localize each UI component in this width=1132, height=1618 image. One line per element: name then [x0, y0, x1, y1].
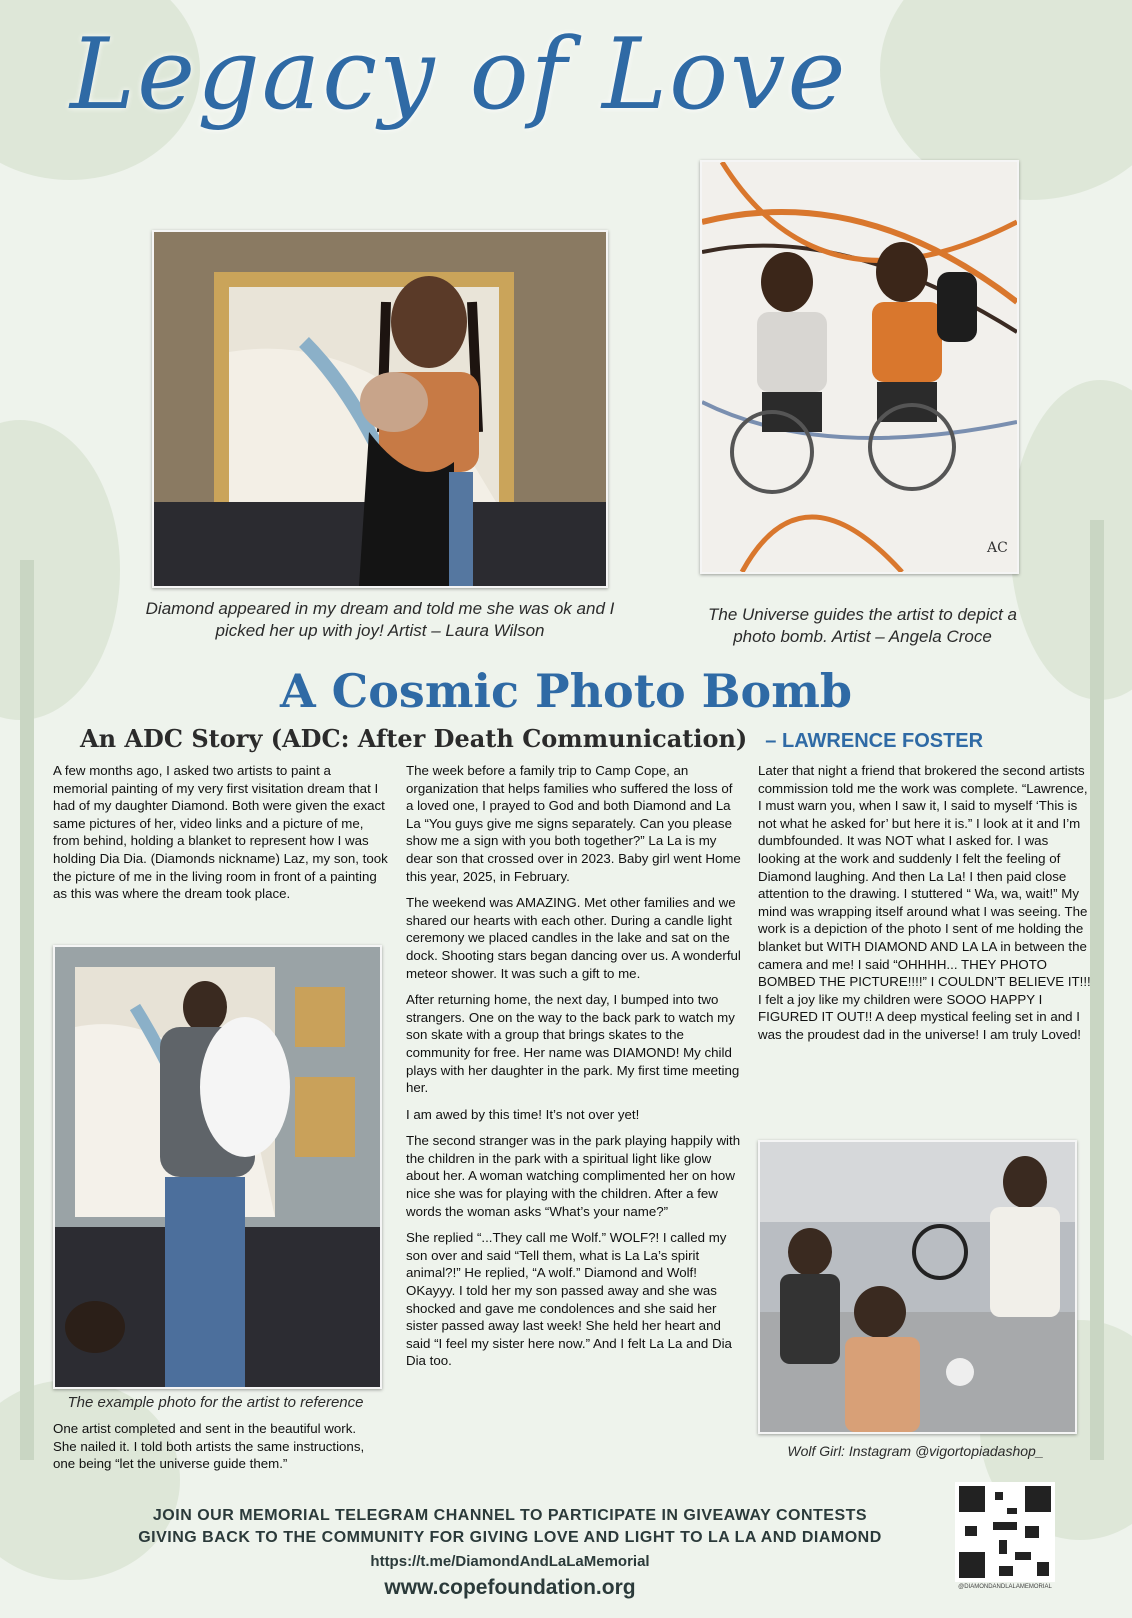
foliage-decoration — [1010, 380, 1132, 700]
qr-label: @DIAMONDANDLALAMEMORIAL — [958, 1584, 1052, 1590]
paragraph: Later that night a friend that brokered the second artists commission told me the work was complete. “Lawrence, I must warn you, when I saw it, I said to myself ‘This is not what he asked for’ but here it is.” I look at it and I’m dumbfounded. It was NOT what I asked for. I was looking at the work and suddenly I felt the feeling of Diamond laughing. And then La La! I then paid close attention to the drawing. I stuttered “ Wa, wa, wait!” My mind was wrapping itself around what I was seeing. The work is a depiction of the photo I sent of me holding the blanket but WITH DIAMOND AND LA LA in between the camera and me! I said “OHHHH... THEY PHOTO BOMBED THE PICTURE!!!!” I COULDN’T BELIEVE IT!!! I felt a joy like my children were SOOO HAPPY I FIGURED IT OUT!! A deep mystical feeling set in and I was the proudest dad in the universe! I am truly Loved! — [758, 763, 1091, 1042]
byline: – LAWRENCE FOSTER — [765, 730, 984, 752]
wolf-girl-photo — [758, 1140, 1077, 1434]
footer-line-2: GIVING BACK TO THE COMMUNITY FOR GIVING LOVE AND LIGHT TO LA LA AND DIAMOND — [138, 1529, 882, 1546]
caption-photo-2: The Universe guides the artist to depict a photo bomb. Artist – Angela Croce — [708, 605, 1017, 646]
article-headline: A Cosmic Photo Bomb — [279, 664, 853, 718]
article-column-1-bottom — [53, 1420, 383, 1482]
footer-line-1: JOIN OUR MEMORIAL TELEGRAM CHANNEL TO PARTICIPATE IN GIVEAWAY CONTESTS — [152, 1507, 868, 1524]
artist-signature: AC — [987, 540, 1008, 556]
caption-photo-4: Wolf Girl: Instagram @vigortopiadashop_ — [787, 1443, 1044, 1459]
caption-photo-3: The example photo for the artist to reference — [67, 1394, 364, 1411]
reference-photo — [53, 945, 382, 1389]
website-link[interactable]: www.copefoundation.org — [384, 1576, 636, 1599]
masthead-title: Legacy of Love — [70, 18, 848, 132]
article-column-1 — [53, 762, 388, 912]
qr-code[interactable] — [955, 1482, 1055, 1600]
paragraph: The second stranger was in the park playing happily with the children in the park with a spiritual light like glow about her. A woman watching complimented her on how nice she was for playing with the children. After a few words the woman asks “What’s your name?” — [406, 1133, 741, 1219]
paragraph: She replied “...They call me Wolf.” WOLF?! I called my son over and said “Tell them, what is La La’s spirit animal?!” He replied, “A wolf.” Diamond and Wolf! OKayyy. I told her my son passed away and she was shocked and gave me condolences and she said her sister passed away last week! She held her heart and said “I feel my sister here now.” And I felt La La and Dia Dia too. — [406, 1230, 732, 1369]
footer — [60, 1505, 960, 1600]
subhead-text: An ADC Story (ADC: After Death Communication) — [80, 724, 748, 753]
caption-photo-1: Diamond appeared in my dream and told me she was ok and I picked her up with joy! Artist – Laura Wilson — [145, 599, 615, 640]
article-subhead — [80, 724, 1080, 753]
paragraph: I am awed by this time! It’s not over yet! — [406, 1106, 640, 1122]
painting-angela-croce — [700, 160, 1019, 574]
paragraph: The week before a family trip to Camp Cope, an organization that helps families who suffered the loss of a loved one, I prayed to God and both Diamond and La La “You guys give me signs separately. Can you please show me a sign with you both together?” La La is my dear son that crossed over in 2023. Baby girl went Home this year, 2025, in February. — [406, 763, 741, 884]
paragraph: A few months ago, I asked two artists to paint a memorial painting of my very first visitation dream that I had of my daughter Diamond. Both were given the exact same pictures of her, video links and a picture of me, from behind, holding a blanket to represent how I was holding Dia Dia. (Diamonds nickname) Laz, my son, took the picture of me in the living room in front of a painting as this was where the dream took place. — [53, 763, 388, 902]
painting-laura-wilson — [152, 230, 608, 588]
telegram-link[interactable]: https://t.me/DiamondAndLaLaMemorial — [370, 1553, 650, 1570]
qr-code-icon — [955, 1482, 1055, 1582]
article-column-3 — [758, 762, 1093, 1053]
paragraph: After returning home, the next day, I bumped into two strangers. One on the way to the back park to watch my son skate with a group that brings skates to the community for free. Her name was DIAMOND! My child plays with her daughter in the park. My first time meeting her. — [406, 992, 740, 1096]
paragraph: The weekend was AMAZING. Met other families and we shared our hearts with each other. During a candle light ceremony we placed candles in the lake and sat on the dock. Shooting stars began dancing over us. A wonderful meteor shower. It was such a gift to me. — [406, 895, 741, 981]
paragraph: One artist completed and sent in the beautiful work. She nailed it. I told both artists the same instructions, one being “let the universe guide them.” — [53, 1421, 365, 1472]
article-column-2 — [406, 762, 741, 1379]
